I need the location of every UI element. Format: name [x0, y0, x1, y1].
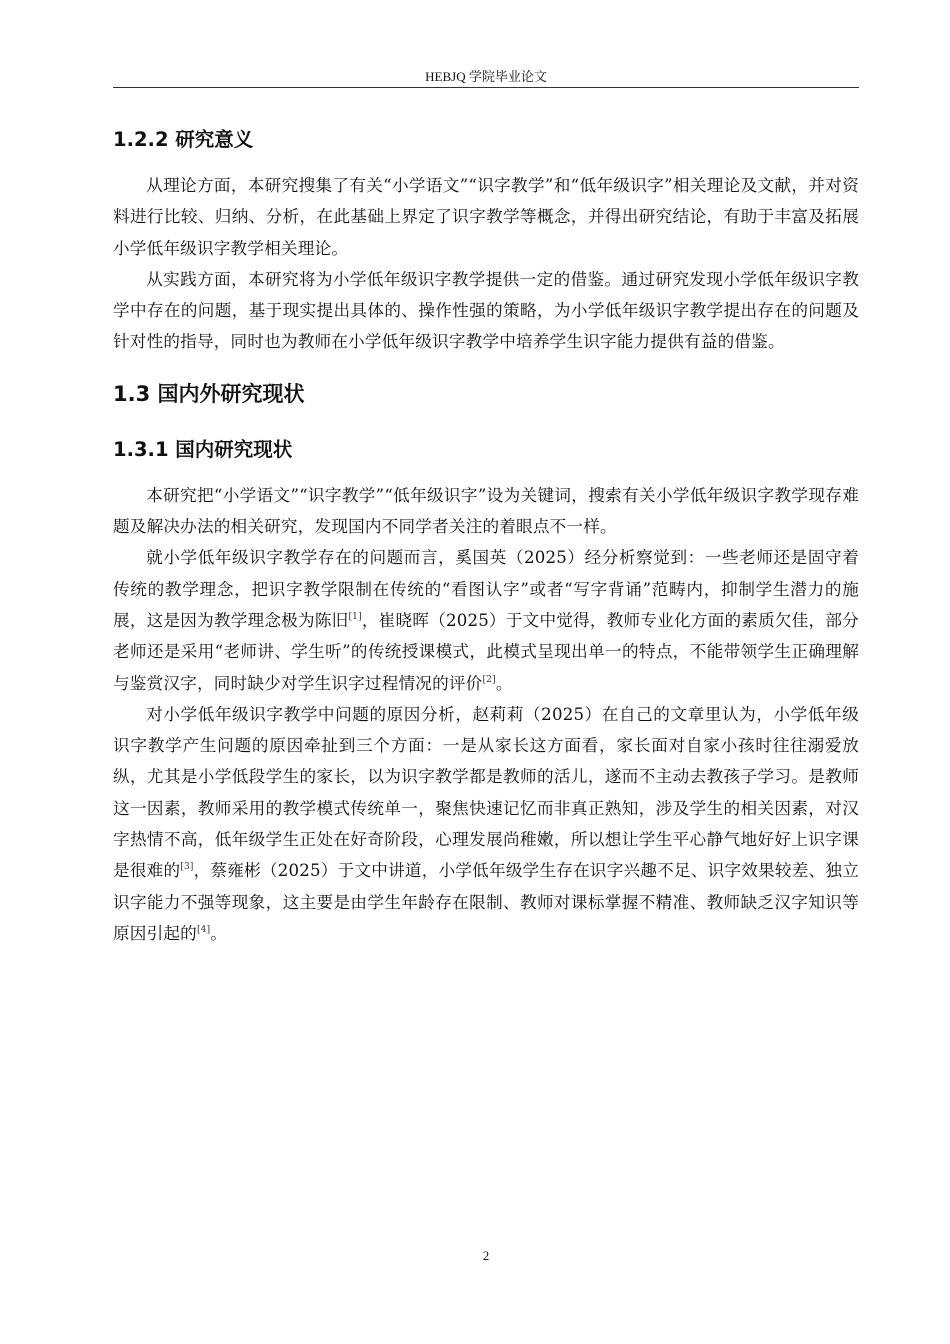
paragraph-problems [113, 542, 859, 698]
paragraph-text: ，崔晓晖（2025）于文中觉得，教师专业化方面的素质欠佳，部分老师还是采用“老师讲、学生听”的传统授课模式，此模式呈现出单一的特点，不能带领学生正确理解与鉴赏汉字，同时缺少对学生识字过程情况的评价 [113, 610, 859, 693]
section-heading-1-3: 1.3 国内外研究现状 [113, 381, 305, 406]
paragraph-practice-significance: 从实践方面，本研究将为小学低年级识字教学提供一定的借鉴。通过研究发现小学低年级识字教学中存在的问题，基于现实提出具体的、操作性强的策略，为小学低年级识字教学提出存在的问题及针对性的指导，同时也为教师在小学低年级识字教学中培养学生识字能力提供有益的借鉴。 [113, 269, 859, 352]
paragraph-text: 就小学低年级识字教学存在的问题而言，奚国英（2025）经分析察觉到：一些老师还是固守着传统的教学理念，把识字教学限制在传统的“看图认字”或者“写字背诵”范畴内，抑制学生潜力的施展，这是因为教学理念极为陈旧 [113, 548, 859, 630]
section-heading-1-2-2: 1.2.2 研究意义 [113, 128, 254, 151]
citation-ref[interactable]: [1] [348, 611, 362, 622]
paragraph-text: ，蔡雍彬（2025）于文中讲道，小学低年级学生存在识字兴趣不足、识字效果较差、独立识字能力不强等现象，这主要是由学生年龄存在限制、教师对课标掌握不精准、教师缺乏汉字知识等原因引起的 [113, 861, 859, 943]
header-divider [113, 87, 859, 88]
paragraph-theory-significance: 从理论方面，本研究搜集了有关“小学语文”“识字教学”和“低年级识字”相关理论及文献，并对资料进行比较、归纳、分析，在此基础上界定了识字教学等概念，并得出研究结论，有助于丰富及拓展小学低年级识字教学相关理论。 [113, 176, 859, 258]
paragraph-causes [113, 699, 859, 949]
document-body [113, 118, 859, 949]
paragraph-text: 。 [495, 673, 513, 693]
citation-ref[interactable]: [2] [482, 674, 496, 685]
citation-ref[interactable]: [3] [180, 862, 194, 873]
page-header: HEBJQ 学院毕业论文 [425, 69, 547, 84]
paragraph-text: 。 [210, 923, 228, 943]
citation-ref[interactable]: [4] [196, 924, 211, 935]
section-heading-1-3-1: 1.3.1 国内研究现状 [113, 437, 293, 461]
paragraph-text: 对小学低年级识字教学中问题的原因分析，赵莉莉（2025）在自己的文章里认为，小学低年级识字教学产生问题的原因牵扯到三个方面：一是从家长这方面看，家长面对自家小孩时往往溺爱放纵，尤其是小学低段学生的家长，以为识字教学都是教师的活儿，遂而不主动去教孩子学习。是教师这一因素，教师采用的教学模式传统单一，聚焦快速记忆而非真正熟知，涉及学生的相关因素，对汉字热情不高，低年级学生正处在好奇阶段，心理发展尚稚嫩，所以想让学生平心静气地好好上识字课是很难的 [113, 704, 859, 881]
paragraph-keywords: 本研究把“小学语文”“识字教学”“低年级识字”设为关键词，搜索有关小学低年级识字教学现存难题及解决办法的相关研究，发现国内不同学者关注的着眼点不一样。 [113, 485, 859, 537]
page-number: 2 [482, 1248, 490, 1263]
